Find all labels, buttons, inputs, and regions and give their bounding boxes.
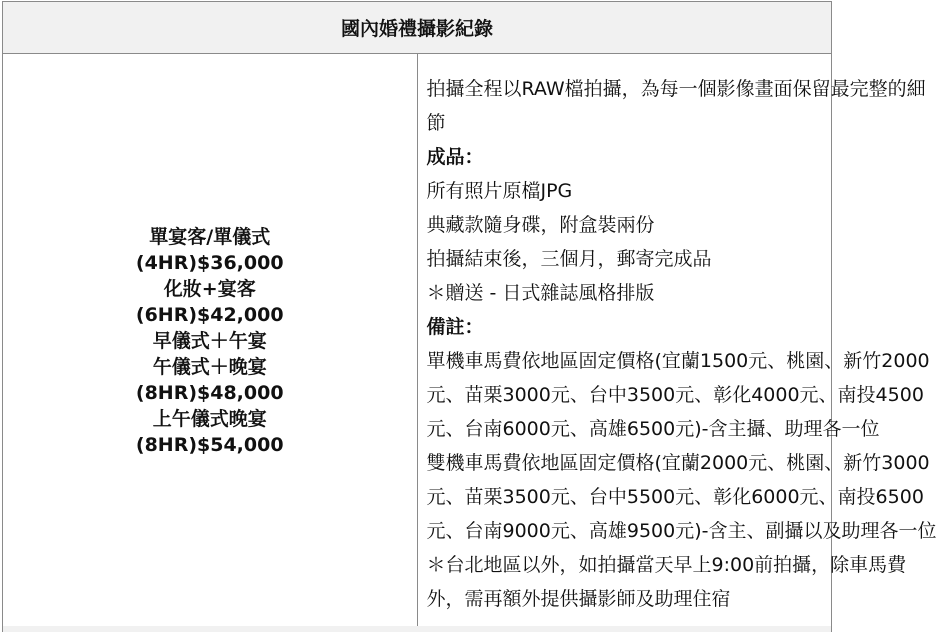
detail-line: ＊贈送 - 日式雜誌風格排版 — [426, 282, 655, 304]
package-line: 化妝+宴客 — [163, 278, 256, 300]
package-line: 上午儀式晚宴 — [152, 408, 267, 430]
detail-line: 元、台南6000元、高雄6500元)-含主攝、助理各一位 — [426, 418, 880, 440]
detail-line: 元、台南9000元、高雄9500元)-含主、副攝以及助理各一位 — [426, 520, 936, 542]
table-title: 國內婚禮攝影紀錄 — [3, 2, 832, 54]
detail-line: 外，需再額外提供攝影師及助理住宿 — [426, 588, 731, 610]
wedding-photography-price-table — [2, 1, 936, 629]
detail-line: 典藏款隨身碟，附盒裝兩份 — [426, 214, 655, 236]
package-line: (4HR)$36,000 — [135, 252, 284, 274]
detail-line: 單機車馬費依地區固定價格(宜蘭1500元、桃園、新竹2000 — [426, 350, 930, 372]
detail-line: ＊台北地區以外，如拍攝當天早上9:00前拍攝，除車馬費 — [426, 554, 907, 576]
package-line: 早儀式＋午宴 — [152, 330, 267, 352]
detail-line: 拍攝全程以RAW檔拍攝，為每一個影像畫面保留最完整的細 — [426, 78, 926, 100]
package-line: (6HR)$42,000 — [135, 304, 284, 326]
package-pricing-cell — [3, 54, 418, 629]
package-line: 單宴客/單儀式 — [149, 226, 271, 248]
detail-line: 元、苗栗3000元、台中3500元、彰化4000元、南投4500 — [426, 384, 924, 406]
service-details-cell — [417, 54, 936, 629]
deliverables-heading: 成品： — [426, 146, 484, 168]
detail-line: 所有照片原檔JPG — [426, 180, 573, 202]
notes-heading: 備註： — [426, 316, 484, 338]
detail-line: 雙機車馬費依地區固定價格(宜蘭2000元、桃園、新竹3000 — [426, 452, 930, 474]
package-line: (8HR)$54,000 — [135, 434, 284, 456]
table-row — [3, 54, 832, 629]
table-header-row — [3, 2, 832, 54]
package-line: (8HR)$48,000 — [135, 382, 284, 404]
detail-line: 元、苗栗3500元、台中5500元、彰化6000元、南投6500 — [426, 486, 924, 508]
next-table-row-edge — [2, 626, 832, 632]
detail-line: 節 — [426, 112, 446, 134]
package-line: 午儀式＋晚宴 — [152, 356, 267, 378]
detail-line: 拍攝結束後，三個月，郵寄完成品 — [426, 248, 712, 270]
